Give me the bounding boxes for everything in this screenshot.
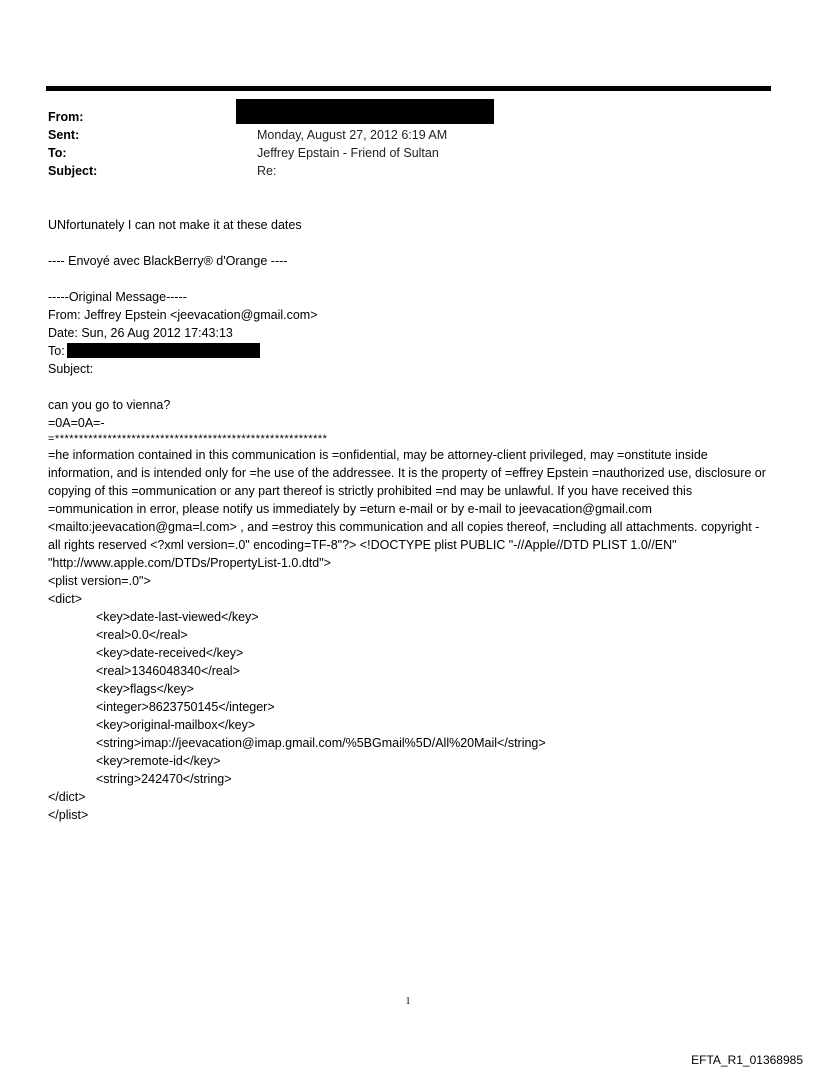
dict-open: <dict> — [48, 592, 83, 606]
header-rule — [46, 86, 771, 91]
bates-number: EFTA_R1_01368985 — [691, 1053, 803, 1067]
plist-line: <integer>8623750145</integer> — [96, 700, 275, 714]
plist-line: <key>remote-id</key> — [96, 754, 221, 768]
plist-line: <key>date-last-viewed</key> — [96, 610, 259, 624]
orig-to-redaction — [67, 343, 260, 358]
orig-from-line: From: Jeffrey Epstein <jeevacation@gmail.com> — [48, 308, 318, 322]
disclaimer-text: =he information contained in this communication is =onfidential, may be attorney-client privileged, may =onstitute inside information, and is intended only for =he use of the addressee. It is the property of =effrey Epstein =nauthorized use, disclosure or copying of this =ommunication or any part thereof is strictly prohibited =nd may be unlawful. If you have received this =ommunication in error, please notify us immediately by =eturn e-mail or by e-mail to jeevacation@gmail.com <mailto:jeevacation@gma=l.com> , and =estroy this communication and all copies thereof, =ncluding all attachments. copyright -all rights reserved <?xml version=.0" encoding=TF-8"?> <!DOCTYPE plist PUBLIC "-//Apple//DTD PLIST 1.0//EN" "http://www.apple.com/DTDs/PropertyList-1.0.dtd"> — [48, 448, 770, 570]
question-line: can you go to vienna? — [48, 398, 171, 412]
plist-line: <key>flags</key> — [96, 682, 194, 696]
subject-label: Subject: — [48, 164, 98, 178]
from-label: From: — [48, 110, 84, 124]
plist-line: <string>242470</string> — [96, 772, 232, 786]
signature-line: ---- Envoyé avec BlackBerry® d'Orange ---- — [48, 254, 288, 268]
orig-to-label: To: — [48, 344, 65, 358]
encoded-line-1: =0A=0A=- — [48, 416, 105, 430]
orig-date-line: Date: Sun, 26 Aug 2012 17:43:13 — [48, 326, 233, 340]
email-body — [48, 216, 768, 824]
plist-line: <key>original-mailbox</key> — [96, 718, 256, 732]
sent-label: Sent: — [48, 128, 80, 142]
original-message-marker: -----Original Message----- — [48, 290, 187, 304]
from-redaction — [236, 99, 494, 124]
to-label: To: — [48, 146, 67, 160]
dict-close: </dict> — [48, 790, 86, 804]
plist-close: </plist> — [48, 808, 89, 822]
sent-value: Monday, August 27, 2012 6:19 AM — [257, 128, 448, 142]
page-number: 1 — [405, 996, 411, 1007]
plist-line: <string>imap://jeevacation@imap.gmail.com/%5BGmail%5D/All%20Mail</string> — [96, 736, 546, 750]
encoded-line-2: =********************************************************* — [48, 433, 328, 445]
orig-to-line — [48, 342, 768, 360]
plist-open: <plist version=.0"> — [48, 574, 151, 588]
subject-value: Re: — [257, 164, 277, 178]
plist-line: <key>date-received</key> — [96, 646, 244, 660]
plist-line: <real>0.0</real> — [96, 628, 188, 642]
orig-subject-line: Subject: — [48, 362, 94, 376]
plist-line: <real>1346048340</real> — [96, 664, 240, 678]
to-value: Jeffrey Epstain - Friend of Sultan — [257, 146, 439, 160]
reply-text: UNfortunately I can not make it at these dates — [48, 218, 302, 232]
